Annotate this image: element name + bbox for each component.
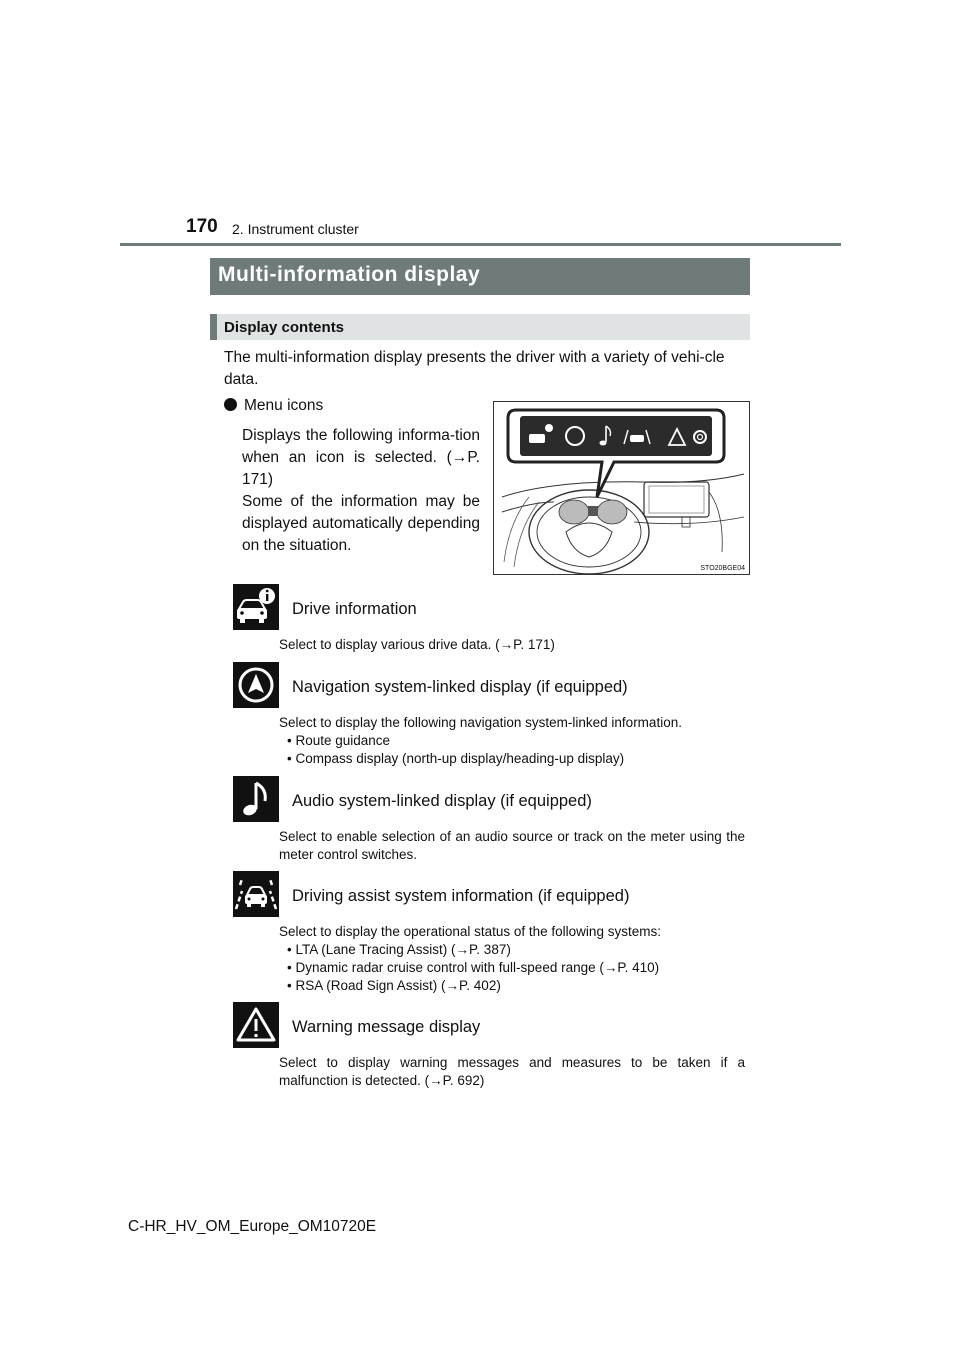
page-title: Multi-information display: [210, 258, 750, 295]
item-sub-route-guidance: • Route guidance: [287, 733, 391, 748]
menu-desc-1: Displays the following informa-tion when an icon is selected. (→P. 171): [242, 427, 480, 488]
item-sub-lta: • LTA (Lane Tracing Assist) (→P. 387): [287, 942, 511, 957]
item-desc-drive-information: [279, 636, 745, 654]
item-title-drive-information: Drive information: [292, 600, 417, 618]
item-title-navigation: Navigation system-linked display (if equipped): [292, 678, 628, 696]
dashboard-drawing: [494, 402, 749, 574]
item-title-driving-assist: Driving assist system information (if equipped): [292, 887, 630, 905]
item-desc-text: Select to enable selection of an audio source or track on the meter using the meter control switches.: [279, 829, 745, 862]
page-number: 170: [186, 216, 218, 237]
item-desc-text: Select to display the following navigation system-linked information.: [279, 715, 682, 730]
driving-assist-icon: [233, 871, 279, 917]
navigation-icon: [233, 662, 279, 708]
bullet-dot-icon: [224, 398, 237, 411]
music-note-icon: [233, 776, 279, 822]
item-desc-warning: [279, 1054, 745, 1090]
menu-icons-label: Menu icons: [244, 397, 324, 414]
figure-code: STO20BGE04: [700, 565, 745, 572]
item-desc-text: Select to display warning messages and measures to be taken if a malfunction is detected. (→P. 692): [279, 1055, 745, 1088]
section-title: 2. Instrument cluster: [232, 221, 359, 237]
item-title-warning: Warning message display: [292, 1018, 481, 1036]
section-subtitle: Display contents: [210, 314, 750, 340]
item-desc-audio: [279, 828, 745, 864]
dashboard-illustration: [493, 401, 750, 575]
menu-icons-description: [242, 425, 480, 557]
menu-desc-2: Some of the information may be displayed automatically depending on the situation.: [242, 493, 480, 554]
menu-icons-bullet: [224, 397, 323, 415]
warning-icon: [233, 1002, 279, 1048]
item-desc-text: Select to display various drive data. (→P. 171): [279, 637, 555, 652]
item-sub-radar-cruise: • Dynamic radar cruise control with full-speed range (→P. 410): [287, 960, 660, 975]
item-title-audio: Audio system-linked display (if equipped): [292, 792, 592, 810]
drive-info-icon: [233, 584, 279, 630]
item-sub-compass-display: • Compass display (north-up display/heading-up display): [287, 751, 625, 766]
item-desc-driving-assist: [279, 923, 745, 995]
item-desc-navigation: [279, 714, 745, 768]
header-divider: [120, 243, 841, 246]
item-sub-rsa: • RSA (Road Sign Assist) (→P. 402): [287, 978, 501, 993]
item-desc-text: Select to display the operational status of the following systems:: [279, 924, 661, 939]
intro-paragraph: The multi-information display presents the driver with a variety of vehi-cle data.: [224, 349, 725, 388]
document-code: C-HR_HV_OM_Europe_OM10720E: [128, 1218, 377, 1235]
